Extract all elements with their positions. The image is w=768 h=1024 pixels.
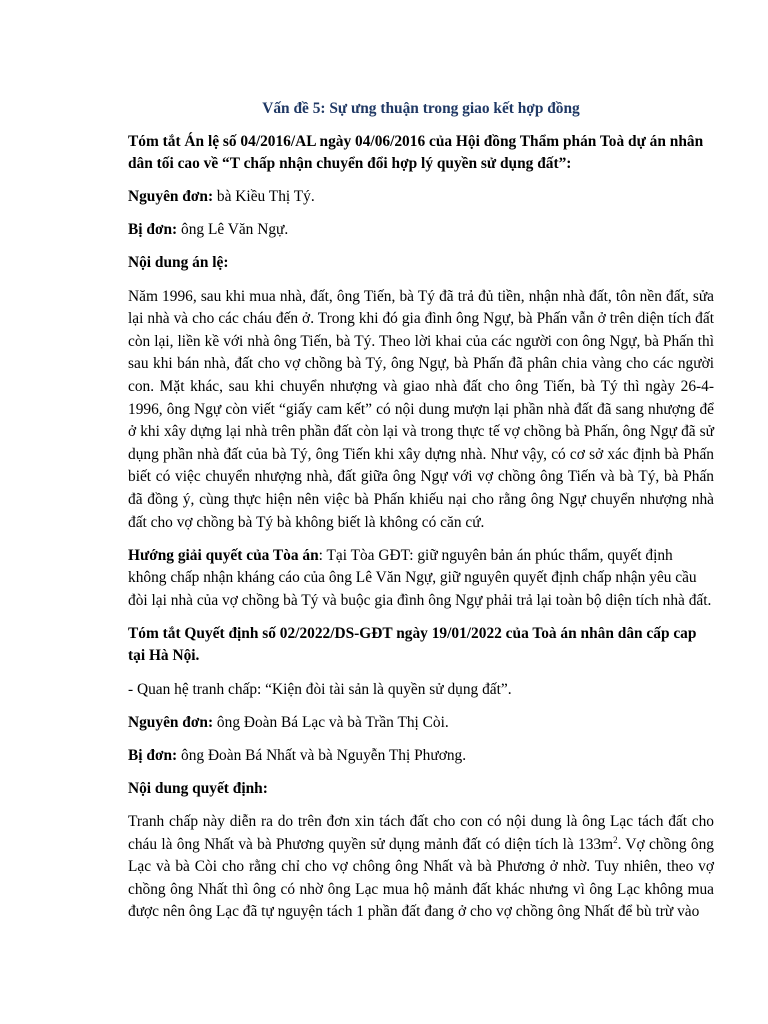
plaintiff-label: Nguyên đơn: bbox=[128, 713, 214, 731]
content-part2: . Vợ chồng ông Lạc và bà Còi cho rằng chỉ cho vợ chông ông Nhất và bà Phương ở nhờ. Tuy nhiên, theo vợ chồng ông Nhất thì ông có nhờ ông Lạc mua hộ mảnh đất khác nhưng vì ông Lạc không mua được nên ông Lạc đã tự nguyện tách 1 phần đất đang ở cho vợ chồng ông Nhất để bù trừ vào bbox=[128, 835, 714, 921]
defendant-value: ông Lê Văn Ngự. bbox=[177, 221, 289, 239]
defendant-value: ông Đoàn Bá Nhất và bà Nguyễn Thị Phương. bbox=[177, 746, 467, 764]
defendant-label: Bị đơn: bbox=[128, 221, 178, 239]
case1-defendant bbox=[128, 219, 714, 242]
resolution-value: : Tại Tòa GĐT: giữ nguyên bản án phúc thẩm, quyết định không chấp nhận kháng cáo của ông Lê Văn Ngự, giữ nguyên quyết định chấp nhận yêu cầu đòi lại nhà của vợ chồng bà Tý và buộc gia đình ông Ngự phải trả lại toàn bộ diện tích nhà đất. bbox=[128, 546, 712, 609]
defendant-label: Bị đơn: bbox=[128, 746, 178, 764]
plaintiff-value: bà Kiều Thị Tý. bbox=[213, 188, 315, 206]
case2-defendant bbox=[128, 745, 714, 768]
plaintiff-label: Nguyên đơn: bbox=[128, 188, 214, 206]
content-part1: Tranh chấp này diễn ra do trên đơn xin tách đất cho con có nội dung là ông Lạc tách đất cho cháu là ông Nhất và bà Phương quyền sử dụng mảnh đất có diện tích là 133m bbox=[128, 812, 714, 853]
case1-resolution bbox=[128, 545, 714, 613]
case2-plaintiff bbox=[128, 712, 714, 735]
case2-dispute: - Quan hệ tranh chấp: “Kiện đòi tài sản là quyền sử dụng đất”. bbox=[128, 680, 512, 698]
resolution-label: Hướng giải quyết của Tòa án bbox=[128, 546, 319, 564]
case2-content-body bbox=[128, 811, 714, 924]
case1-content-heading: Nội dung án lệ: bbox=[128, 254, 229, 272]
case2-heading: Tóm tắt Quyết định số 02/2022/DS-GĐT ngày 19/01/2022 của Toà án nhân dân cấp cap tại Hà Nội. bbox=[128, 624, 697, 665]
plaintiff-value: ông Đoàn Bá Lạc và bà Trần Thị Còi. bbox=[213, 713, 449, 731]
case2-content-heading: Nội dung quyết định: bbox=[128, 779, 268, 797]
case1-plaintiff bbox=[128, 186, 714, 209]
document-title: Vấn đề 5: Sự ưng thuận trong giao kết hợp đồng bbox=[262, 100, 580, 117]
document-content bbox=[128, 98, 714, 934]
case1-content-body: Năm 1996, sau khi mua nhà, đất, ông Tiến, bà Tý đã trả đủ tiền, nhận nhà đất, tôn nền đất, sửa lại nhà và cho các cháu đến ở. Trong khi đó gia đình ông Ngự, bà Phấn vẫn ở trên diện tích đất còn lại, liền kề với nhà ông Tiến, bà Tý. Theo lời khai của các người con ông Ngự, bà Phấn thì sau khi bán nhà, đất cho vợ chồng bà Tý, ông Ngự, bà Phấn đã phân chia vàng cho các người con. Mặt khác, sau khi chuyển nhượng và giao nhà đất cho ông Tiến, bà Tý thì ngày 26-4-1996, ông Ngự còn viết “giấy cam kết” có nội dung mượn lại phần nhà đất đã sang nhượng để ở khi xây dựng lại nhà trên phần đất còn lại và trong thực tế vợ chồng bà Phấn, ông Ngự đã sử dụng phần nhà đất của bà Tý, ông Tiến khi xây dựng nhà. Như vậy, có cơ sở xác định bà Phấn biết có việc chuyển nhượng nhà, đất giữa ông Ngự với vợ chồng ông Tiến và bà Tý, bà Phấn đã đồng ý, cùng thực hiện nên việc bà Phấn khiếu nại cho rằng ông Ngự chuyển nhượng nhà đất cho vợ chồng bà Tý bà không biết là không có căn cứ. bbox=[128, 287, 714, 531]
case1-heading: Tóm tắt Án lệ số 04/2016/AL ngày 04/06/2016 của Hội đồng Thẩm phán Toà dự án nhân dân tối cao về “T chấp nhận chuyển đổi hợp lý quyền sử dụng đất”: bbox=[128, 132, 704, 173]
superscript-2: 2 bbox=[613, 834, 618, 845]
